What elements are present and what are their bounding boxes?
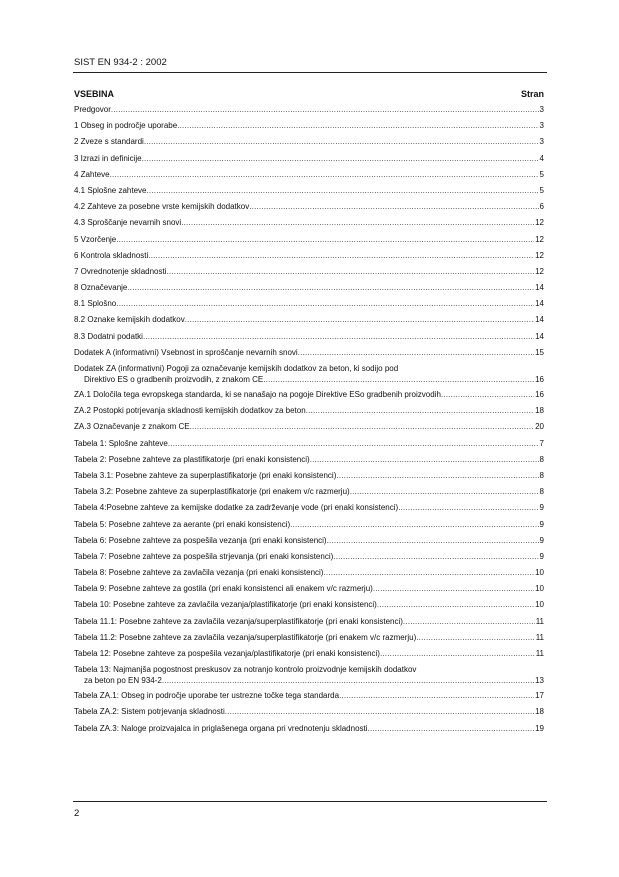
toc-entry-title: 5 Vzorčenje [74, 234, 117, 244]
toc-entry[interactable] [74, 454, 544, 470]
toc-entry-page: 14 [535, 283, 544, 293]
toc-entry[interactable] [74, 648, 544, 664]
toc-leader-dots [377, 599, 534, 611]
toc-entry-page: 14 [535, 315, 544, 325]
toc-leader-dots [116, 298, 534, 310]
toc-entry-title: Dodatek ZA (informativni) Pogoji za označevanje kemijskih dodatkov za beton, ki sodijo pod [74, 364, 399, 373]
toc-leader-dots [110, 169, 539, 181]
toc-entry-page: 9 [539, 551, 544, 561]
toc-entry-page: 3 [539, 137, 544, 147]
toc-entry-title: Tabela 10: Posebne zahteve za zavlačila vezanja/plastifikatorje (pri enaki konsistenci) [74, 600, 377, 610]
toc-entry-title: 4 Zahteve [74, 169, 110, 179]
toc-leader-dots [333, 551, 538, 563]
footer-rule [73, 801, 547, 802]
toc-entry-title: 8.3 Dodatni podatki [74, 331, 143, 341]
toc-entry[interactable] [74, 405, 544, 421]
toc-entry[interactable] [74, 470, 544, 486]
toc-entry[interactable] [74, 169, 544, 185]
toc-entry-title: Tabela 9: Posebne zahteve za gostila (pri enaki konsistenci ali enakem v/c razmerju) [74, 584, 373, 594]
toc-entry-page: 18 [535, 707, 544, 717]
toc-entry-title-continued: Direktivo ES o gradbenih proizvodih, z znakom CE [84, 375, 264, 384]
toc-entry-title: 3 Izrazi in definicije [74, 153, 142, 163]
toc-leader-dots [263, 374, 534, 385]
toc-leader-dots [368, 723, 535, 735]
toc-entry-page: 8 [539, 454, 544, 464]
toc-entry-title: ZA.2 Postopki potrjevanja skladnosti kemijskih dodatkov za beton [74, 406, 306, 416]
toc-entry[interactable] [74, 331, 544, 347]
toc-entry-page: 7 [539, 438, 544, 448]
toc-leader-dots [111, 104, 539, 116]
toc-entry-page: 19 [535, 723, 544, 733]
toc-entry-title: Tabela 7: Posebne zahteve za pospešila strjevanja (pri enaki konsistenci) [74, 551, 334, 561]
toc-leader-dots [327, 535, 539, 547]
toc-entry-title: Tabela 3.1: Posebne zahteve za superplastifikatorje (pri enaki konsistenci) [74, 470, 337, 480]
toc-entry[interactable] [74, 438, 544, 454]
toc-leader-dots [177, 120, 538, 132]
toc-entry[interactable] [74, 104, 544, 120]
toc-leader-dots [298, 347, 534, 359]
toc-entry-title: Tabela 2: Posebne zahteve za plastifikatorje (pri enaki konsistenci) [74, 454, 310, 464]
toc-entry-title: Tabela 6: Posebne zahteve za pospešila vezanja (pri enaki konsistenci) [74, 535, 327, 545]
toc-entry-title: Tabela 5: Posebne zahteve za aerante (pri enaki konsistenci) [74, 519, 291, 529]
toc-leader-dots [144, 136, 539, 148]
toc-leader-dots [403, 616, 535, 628]
toc-entry-title: Tabela 11.2: Posebne zahteve za zavlačila vezanja/superplastifikatorje (pri enakem v/c razmerju) [74, 632, 417, 642]
toc-entry-title: Tabela ZA.2: Sistem potrjevanja skladnosti [74, 707, 225, 717]
toc-entry[interactable] [74, 519, 544, 535]
toc-entry[interactable] [74, 616, 544, 632]
toc-entry-page: 12 [535, 250, 544, 260]
toc-leader-dots [142, 153, 539, 165]
toc-entry[interactable] [74, 234, 544, 250]
toc-entry[interactable] [74, 551, 544, 567]
toc-leader-dots [350, 486, 539, 498]
toc-entry-page: 3 [539, 105, 544, 114]
toc-entry-page: 6 [539, 202, 544, 212]
toc-entry[interactable] [74, 599, 544, 615]
toc-entry[interactable] [74, 266, 544, 282]
toc-entry[interactable] [74, 136, 544, 152]
toc-entry[interactable] [74, 120, 544, 136]
toc-leader-dots [116, 234, 534, 246]
toc-entry-title: 8.1 Splošno [74, 299, 117, 309]
toc-entry-title: 4.1 Splošne zahteve [74, 185, 147, 195]
toc-entry[interactable] [74, 201, 544, 217]
toc-page-label: Stran [520, 89, 544, 99]
toc-entry-title: Dodatek A (informativni) Vsebnost in sproščanje nevarnih snovi [74, 347, 298, 357]
toc-entry[interactable] [74, 583, 544, 599]
toc-leader-dots [181, 217, 534, 229]
toc-leader-dots [185, 314, 534, 326]
toc-leader-dots [162, 675, 534, 686]
toc-title: VSEBINA [74, 89, 115, 99]
toc-leader-dots [323, 567, 534, 579]
toc-leader-dots [398, 502, 538, 514]
toc-entry-title: ZA.1 Določila tega evropskega standarda, ki se nanašajo na pogoje Direktive ESo gradbenih proizvodih [74, 390, 441, 399]
toc-entry-page: 12 [535, 266, 544, 276]
header-rule [73, 72, 547, 73]
toc-heading-row [74, 89, 544, 99]
toc-leader-dots [416, 632, 534, 644]
toc-leader-dots [339, 690, 534, 702]
toc-entry-title-continued: za beton po EN 934-2 [84, 676, 162, 686]
toc-leader-dots [225, 706, 534, 718]
toc-entry-page: 11 [535, 632, 544, 642]
toc-entry-page: 17 [535, 691, 544, 701]
toc-entry[interactable] [74, 185, 544, 201]
toc-entry-title: Predgovor [74, 105, 111, 114]
toc-leader-dots [336, 470, 538, 482]
footer-page-number: 2 [74, 808, 80, 819]
document-header: SIST EN 934-2 : 2002 [74, 57, 167, 68]
toc-entry-title: ZA.3 Označevanje z znakom CE [74, 422, 190, 432]
toc-leader-dots [380, 648, 535, 660]
toc-entry-title: Tabela ZA.1: Obseg in področje uporabe ter ustrezne točke tega standarda [74, 691, 340, 701]
toc-entry[interactable] [74, 632, 544, 648]
toc-leader-dots [441, 389, 534, 401]
toc-entry-page: 14 [535, 299, 544, 309]
toc-entry[interactable] [74, 217, 544, 233]
toc-entry-title: Tabela 12: Posebne zahteve za pospešila vezanja/plastifikatorje (pri enaki konsistenci) [74, 649, 380, 658]
toc-leader-dots [249, 201, 538, 213]
toc-entry-page: 11 [535, 616, 544, 626]
toc-entry[interactable] [74, 363, 544, 389]
toc-entry-page: 12 [535, 234, 544, 244]
toc-entry[interactable] [74, 153, 544, 169]
toc-entry-page: 16 [535, 375, 544, 384]
toc-leader-dots [168, 438, 539, 450]
toc-leader-dots [148, 250, 534, 262]
toc-entry-title: Tabela 1: Splošne zahteve [74, 438, 168, 448]
toc-entry-page: 12 [535, 218, 544, 228]
toc-entry[interactable] [74, 347, 544, 363]
toc-entry[interactable] [74, 567, 544, 583]
toc-entry-page: 3 [539, 121, 544, 131]
toc-leader-dots [127, 282, 534, 294]
toc-entry[interactable] [74, 298, 544, 314]
toc-entry-title: 8.2 Oznake kemijskih dodatkov [74, 315, 185, 325]
toc-entry-page: 9 [539, 535, 544, 545]
toc-entry[interactable] [74, 706, 544, 722]
toc-entry-title: 6 Kontrola skladnosti [74, 250, 149, 260]
toc-entry-title: 2 Zveze s standardi [74, 137, 144, 147]
toc-entry-page: 8 [539, 470, 544, 480]
table-of-contents [74, 104, 544, 739]
toc-leader-dots [147, 185, 539, 197]
toc-entry[interactable] [74, 250, 544, 266]
toc-entry-title: 4.3 Sproščanje nevarnih snovi [74, 218, 182, 228]
toc-leader-dots [190, 421, 534, 433]
toc-entry[interactable] [74, 690, 544, 706]
toc-entry[interactable] [74, 314, 544, 330]
toc-entry[interactable] [74, 389, 544, 405]
toc-entry-title: Tabela 13: Najmanjša pogostnost preskusov za notranjo kontrolo proizvodnje kemijskih dodatkov [74, 665, 417, 675]
toc-entry-title: 4.2 Zahteve za posebne vrste kemijskih dodatkov [74, 202, 250, 212]
toc-entry-page: 15 [535, 347, 544, 357]
toc-entry[interactable] [74, 723, 544, 739]
toc-entry-page: 5 [539, 169, 544, 179]
toc-entry-page: 11 [535, 649, 544, 658]
toc-leader-dots [290, 519, 538, 531]
toc-entry-title: 8 Označevanje [74, 283, 128, 293]
toc-entry[interactable] [74, 535, 544, 551]
toc-leader-dots [310, 454, 539, 466]
toc-entry-page: 20 [535, 422, 544, 432]
toc-entry[interactable] [74, 282, 544, 298]
toc-entry-title: Tabela 11.1: Posebne zahteve za zavlačila vezanja/superplastifikatorje (pri enaki konsistenci) [74, 616, 403, 626]
toc-entry[interactable] [74, 421, 544, 437]
toc-entry-title: 1 Obseg in področje uporabe [74, 121, 178, 131]
toc-entry-page: 9 [539, 503, 544, 513]
toc-leader-dots [373, 583, 534, 595]
toc-leader-dots [143, 331, 534, 343]
toc-entry-title: Tabela 8: Posebne zahteve za zavlačila vezanja (pri enaki konsistenci) [74, 568, 324, 578]
toc-entry-title: 7 Ovrednotenje skladnosti [74, 266, 167, 276]
toc-entry-page: 18 [535, 406, 544, 416]
toc-entry-page: 13 [535, 676, 544, 686]
toc-entry[interactable] [74, 664, 544, 690]
toc-entry-page: 9 [539, 519, 544, 529]
toc-entry-page: 8 [539, 487, 544, 497]
toc-entry-title: Tabela ZA.3: Naloge proizvajalca in priglašenega organa pri vrednotenju skladnosti [74, 723, 368, 733]
toc-entry-page: 14 [535, 331, 544, 341]
toc-leader-dots [167, 266, 535, 278]
toc-entry-page: 4 [539, 153, 544, 163]
toc-leader-dots [306, 405, 534, 417]
toc-entry-page: 10 [535, 584, 544, 594]
toc-entry-title: Tabela 4:Posebne zahteve za kemijske dodatke za zadrževanje vode (pri enaki konsistenci) [74, 503, 399, 513]
toc-entry-page: 10 [535, 568, 544, 578]
toc-entry-page: 10 [535, 600, 544, 610]
toc-entry-page: 5 [539, 185, 544, 195]
toc-entry-title: Tabela 3.2: Posebne zahteve za superplastifikatorje (pri enakem v/c razmerju) [74, 487, 350, 497]
toc-entry[interactable] [74, 502, 544, 518]
toc-entry[interactable] [74, 486, 544, 502]
toc-entry-page: 16 [535, 390, 544, 399]
